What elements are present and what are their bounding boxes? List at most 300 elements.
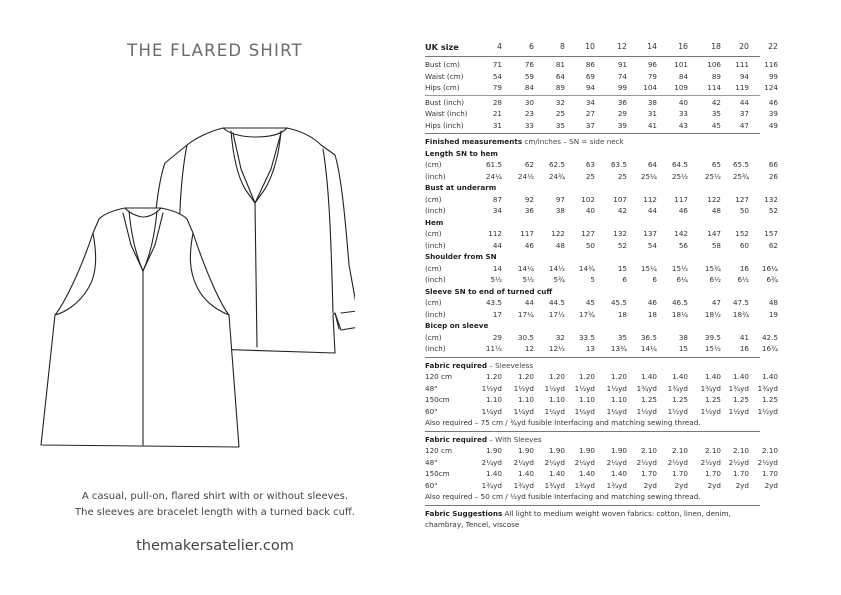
row-label: 150cm	[425, 469, 450, 478]
row-label	[425, 434, 542, 446]
table-cell: 1.10	[578, 395, 595, 404]
table-cell: 5½	[522, 275, 534, 284]
table-cell: 25	[617, 171, 627, 181]
table-cell: 64	[555, 71, 565, 81]
table-cell: 14	[492, 263, 502, 273]
table-cell: 38	[647, 97, 657, 107]
table-cell: 106	[707, 60, 721, 69]
table-cell: 65	[711, 160, 721, 169]
table-row	[425, 297, 778, 309]
table-cell: 2yd	[674, 480, 688, 490]
table-row	[425, 434, 760, 446]
table-cell: 34	[585, 97, 595, 107]
table-row	[425, 343, 778, 355]
table-cell: 14	[647, 42, 657, 51]
table-cell: 65.5	[732, 160, 749, 169]
table-cell: 1.90	[517, 446, 534, 455]
table-cell: 54	[492, 71, 502, 81]
table-cell: 6	[652, 275, 657, 284]
table-cell: 16¾	[761, 344, 778, 353]
table-cell: 66	[768, 160, 778, 169]
table-cell: 1.10	[548, 395, 565, 404]
table-cell: 17¼	[517, 309, 534, 319]
table-cell: 1.90	[548, 446, 565, 455]
table-cell: 1½yd	[728, 406, 749, 416]
table-cell: 1.40	[732, 372, 749, 381]
table-row	[425, 309, 778, 321]
table-row	[425, 108, 778, 120]
also-required-note: Also required – 50 cm / ½yd fusible Interfacing and matching sewing thread.	[425, 492, 701, 501]
table-cell: 87	[492, 194, 502, 204]
table-cell: 39	[617, 120, 627, 130]
table-cell: 1.20	[578, 372, 595, 381]
table-cell: 1¾yd	[636, 383, 657, 393]
table-cell: 2½yd	[700, 457, 721, 467]
table-cell: 5½	[490, 275, 502, 284]
table-cell: 1.10	[485, 395, 502, 404]
table-cell: 1¼yd	[574, 406, 595, 416]
table-cell: 1½yd	[700, 406, 721, 416]
table-cell: 48	[768, 298, 778, 307]
table-row	[425, 286, 760, 298]
table-cell: 62	[524, 160, 534, 169]
row-label	[425, 148, 498, 160]
table-cell: 92	[524, 194, 534, 204]
table-cell: 52	[617, 240, 627, 250]
table-cell: 84	[678, 71, 688, 81]
table-cell: 1.10	[517, 395, 534, 404]
table-cell: 18	[711, 42, 721, 51]
table-row	[425, 120, 778, 132]
table-cell: 16¼	[761, 263, 778, 273]
table-cell: 62	[768, 240, 778, 250]
table-cell: 33	[678, 109, 688, 118]
table-row	[425, 406, 778, 418]
table-row	[425, 171, 778, 183]
table-row	[425, 274, 778, 286]
table-cell: 16	[739, 344, 749, 353]
table-cell: 109	[674, 83, 688, 92]
table-cell: 6¼	[676, 275, 688, 284]
table-cell: 99	[617, 83, 627, 92]
table-cell: 26	[768, 171, 778, 181]
row-label: (inch)	[425, 206, 446, 215]
table-cell: 25¼	[640, 171, 657, 181]
table-cell: 1¼yd	[481, 406, 502, 416]
section-title: Finished measurements	[425, 137, 523, 146]
table-cell: 46	[678, 206, 688, 215]
table-cell: 1.40	[548, 469, 565, 478]
table-cell: 1½yd	[544, 383, 565, 393]
left-panel	[0, 0, 410, 595]
table-row	[425, 217, 760, 229]
table-cell: 16	[678, 42, 688, 51]
page-title: THE FLARED SHIRT	[127, 41, 303, 60]
table-cell: 8	[560, 42, 565, 51]
table-cell: 152	[735, 229, 749, 238]
table-cell: 96	[647, 60, 657, 69]
table-cell: 10	[585, 42, 595, 51]
table-cell: 16	[739, 263, 749, 273]
table-cell: 2½yd	[757, 457, 778, 467]
table-cell: 14¼	[640, 344, 657, 353]
table-cell: 2yd	[764, 480, 778, 490]
table-cell: 47	[739, 120, 749, 130]
table-row	[425, 240, 778, 252]
table-cell: 46	[768, 97, 778, 107]
table-cell: 62.5	[548, 160, 565, 169]
divider	[425, 431, 760, 432]
table-cell: 81	[555, 60, 565, 69]
table-cell: 1½yd	[513, 383, 534, 393]
table-cell: 25½	[704, 171, 721, 181]
table-cell: 32	[555, 332, 565, 342]
row-label	[425, 217, 443, 229]
table-cell: 11½	[485, 344, 502, 353]
table-row	[425, 468, 778, 480]
table-cell: 39	[768, 109, 778, 118]
table-cell: 1.25	[732, 395, 749, 404]
table-cell: 42.5	[761, 332, 778, 342]
table-row	[425, 360, 760, 372]
divider	[425, 505, 760, 506]
table-cell: 1.90	[485, 446, 502, 455]
table-cell: 102	[581, 194, 595, 204]
table-cell: 1¾yd	[481, 480, 502, 490]
table-cell: 41	[647, 120, 657, 130]
table-cell: 76	[524, 60, 534, 69]
table-cell: 111	[735, 60, 749, 69]
table-cell: 91	[617, 60, 627, 69]
row-label: 60"	[425, 406, 438, 416]
table-cell: 94	[585, 83, 595, 92]
table-row	[425, 371, 778, 383]
table-cell: 15¾	[704, 263, 721, 273]
row-label: (cm)	[425, 332, 442, 342]
table-cell: 6¾	[766, 275, 778, 284]
table-cell: 124	[764, 83, 778, 92]
table-cell: 22	[768, 42, 778, 51]
table-cell: 2.10	[761, 446, 778, 455]
table-cell: 37	[585, 120, 595, 130]
measurement-title: Hem	[425, 217, 444, 227]
table-cell: 47	[711, 298, 721, 307]
section-note: cm/inches – SN = side neck	[522, 137, 624, 146]
row-label: Waist (inch)	[425, 109, 468, 118]
table-cell: 15	[678, 344, 688, 353]
table-cell: 79	[647, 71, 657, 81]
table-row	[425, 228, 778, 240]
table-cell: 89	[711, 71, 721, 81]
table-cell: 1½yd	[757, 406, 778, 416]
table-cell: 94	[739, 71, 749, 81]
table-cell: 50	[739, 206, 749, 215]
website: themakersatelier.com	[136, 538, 294, 554]
table-cell: 2½yd	[728, 457, 749, 467]
row-label: (inch)	[425, 344, 446, 353]
table-cell: 1¾yd	[700, 383, 721, 393]
table-cell: 45.5	[610, 298, 627, 307]
row-label: Waist (cm)	[425, 71, 464, 81]
table-cell: 2¼yd	[606, 457, 627, 467]
table-cell: 46.5	[671, 298, 688, 307]
table-cell: 2¼yd	[513, 457, 534, 467]
table-cell: 1.40	[671, 372, 688, 381]
table-cell: 1¾yd	[544, 480, 565, 490]
table-cell: 58	[711, 240, 721, 250]
measurement-title: Sleeve SN to end of turned cuff	[425, 286, 553, 296]
table-cell: 1.40	[704, 372, 721, 381]
row-label	[425, 251, 497, 263]
row-label: (cm)	[425, 298, 442, 307]
table-cell: 6	[529, 42, 534, 51]
table-cell: 33	[524, 120, 534, 130]
table-cell: 99	[768, 71, 778, 81]
row-label: (inch)	[425, 240, 446, 250]
row-label: (inch)	[425, 309, 446, 319]
row-label: (cm)	[425, 194, 442, 204]
measurement-title: Bust at underarm	[425, 183, 497, 192]
table-cell: 27	[585, 109, 595, 118]
table-cell: 71	[492, 60, 502, 69]
table-cell: 142	[674, 229, 688, 238]
table-cell: 63	[585, 160, 595, 169]
row-label: Bust (cm)	[425, 60, 460, 69]
table-cell: 43.5	[485, 298, 502, 307]
table-row	[425, 82, 778, 94]
table-cell: 25¾	[732, 171, 749, 181]
table-row	[425, 97, 778, 109]
table-cell: 24½	[517, 171, 534, 181]
table-row	[425, 394, 778, 406]
table-cell: 117	[674, 194, 688, 204]
table-cell: 17¾	[578, 309, 595, 319]
table-cell: 32	[555, 97, 565, 107]
table-cell: 114	[707, 83, 721, 92]
row-label: Bust (inch)	[425, 97, 465, 107]
table-cell: 1¾yd	[667, 383, 688, 393]
table-cell: 30.5	[517, 332, 534, 342]
table-cell: 40	[585, 206, 595, 215]
table-cell: 147	[707, 229, 721, 238]
table-cell: 18¼	[671, 309, 688, 319]
table-row	[425, 136, 760, 148]
row-label: Hips (cm)	[425, 83, 460, 92]
table-cell: 1.20	[485, 372, 502, 381]
table-cell: 45	[711, 120, 721, 130]
table-cell: 36	[524, 206, 534, 215]
row-label: (cm)	[425, 160, 442, 169]
table-row	[425, 480, 778, 492]
table-cell: 52	[768, 206, 778, 215]
row-label: 48"	[425, 457, 438, 467]
row-label: 150cm	[425, 395, 450, 404]
measurement-title: Length SN to hem	[425, 148, 498, 158]
table-cell: 46	[524, 240, 534, 250]
table-cell: 12	[617, 42, 627, 51]
table-cell: 1.40	[517, 469, 534, 478]
table-cell: 25	[555, 109, 565, 118]
table-cell: 2.10	[640, 446, 657, 455]
row-label	[425, 286, 552, 298]
row-label: (inch)	[425, 275, 446, 284]
table-cell: 2½yd	[636, 457, 657, 467]
table-cell: 79	[492, 83, 502, 92]
table-row	[425, 159, 778, 171]
table-row	[425, 383, 778, 395]
table-cell: 1¾yd	[728, 383, 749, 393]
table-row	[425, 194, 778, 206]
table-cell: 44.5	[548, 298, 565, 307]
row-label	[425, 136, 624, 148]
table-cell: 48	[711, 206, 721, 215]
row-label	[425, 360, 533, 372]
table-cell: 37	[739, 109, 749, 118]
table-cell: 2yd	[643, 480, 657, 490]
table-cell: 19	[768, 309, 778, 319]
table-cell: 48	[555, 240, 565, 250]
shirt-illustration	[35, 115, 355, 475]
table-cell: 1.40	[578, 469, 595, 478]
table-cell: 36.5	[640, 332, 657, 342]
table-cell: 1.25	[704, 395, 721, 404]
table-cell: 69	[585, 71, 595, 81]
row-label	[425, 320, 488, 332]
row-label: (cm)	[425, 229, 442, 238]
suggestions-label: Fabric Suggestions	[425, 508, 503, 518]
table-cell: 49	[768, 120, 778, 130]
table-cell: 97	[555, 194, 565, 204]
row-label: (inch)	[425, 171, 446, 181]
table-row	[425, 205, 778, 217]
table-cell: 24¼	[485, 171, 502, 181]
table-cell: 1.70	[704, 469, 721, 478]
table-cell: 1.10	[610, 395, 627, 404]
table-cell: 2.10	[704, 446, 721, 455]
section-note: – With Sleeves	[486, 434, 542, 444]
table-row	[425, 182, 760, 194]
table-cell: 44	[647, 206, 657, 215]
table-cell: 28	[492, 97, 502, 107]
table-row	[425, 251, 760, 263]
table-cell: 2½yd	[667, 457, 688, 467]
table-cell: 132	[613, 229, 627, 238]
table-cell: 13¾	[610, 344, 627, 353]
table-cell: 86	[585, 60, 595, 69]
table-cell: 25½	[671, 171, 688, 181]
table-cell: 30	[524, 97, 534, 107]
table-cell: 14¼	[517, 263, 534, 273]
table-cell: 1.70	[640, 469, 657, 478]
table-cell: 36	[617, 97, 627, 107]
row-label: UK size	[425, 42, 459, 52]
table-cell: 1.25	[640, 395, 657, 404]
measurement-title: Shoulder from SN	[425, 252, 497, 261]
table-row	[425, 457, 778, 469]
table-cell: 1½yd	[636, 406, 657, 416]
table-cell: 20	[739, 42, 749, 51]
table-cell: 122	[707, 194, 721, 204]
table-cell: 15¼	[640, 263, 657, 273]
size-chart	[425, 40, 778, 530]
table-cell: 44	[492, 240, 502, 250]
table-cell: 17	[492, 309, 502, 319]
row-label: 120 cm	[425, 372, 452, 381]
table-cell: 1.20	[517, 372, 534, 381]
description-line: A casual, pull-on, flared shirt with or without sleeves.	[81, 491, 349, 502]
table-cell: 21	[492, 109, 502, 118]
divider	[425, 56, 760, 57]
table-cell: 44	[524, 298, 534, 307]
table-cell: 14½	[548, 263, 565, 273]
table-cell: 43	[678, 120, 688, 130]
table-cell: 35	[555, 120, 565, 130]
table-cell: 1¾yd	[606, 480, 627, 490]
table-cell: 14¾	[578, 263, 595, 273]
measurement-title: Bicep on sleeve	[425, 321, 489, 330]
table-row	[425, 148, 760, 160]
table-cell: 64	[647, 160, 657, 169]
table-cell: 31	[492, 120, 502, 130]
table-cell: 2.10	[732, 446, 749, 455]
table-cell: 18	[617, 309, 627, 319]
table-cell: 6½	[737, 275, 749, 284]
table-cell: 112	[643, 194, 657, 204]
table-cell: 29	[617, 109, 627, 118]
table-row	[425, 332, 778, 344]
table-cell: 47.5	[732, 298, 749, 307]
table-cell: 137	[643, 229, 657, 238]
table-cell: 1½yd	[481, 383, 502, 393]
table-cell: 1.90	[578, 446, 595, 455]
table-cell: 112	[488, 229, 502, 238]
table-cell: 1¾yd	[757, 383, 778, 393]
table-cell: 89	[555, 83, 565, 92]
table-cell: 38	[678, 332, 688, 342]
table-cell: 64.5	[671, 160, 688, 169]
table-row	[425, 445, 778, 457]
table-cell: 12½	[548, 344, 565, 353]
section-title: Fabric required	[425, 434, 487, 444]
table-cell: 42	[617, 206, 627, 215]
row-label	[425, 182, 496, 194]
table-cell: 50	[585, 240, 595, 250]
table-cell: 35	[711, 109, 721, 118]
table-cell: 35	[617, 332, 627, 342]
table-row	[425, 263, 778, 275]
table-cell: 13	[585, 344, 595, 353]
description-line: The sleeves are bracelet length with a turned back cuff.	[75, 506, 355, 518]
table-cell: 5	[590, 275, 595, 284]
table-cell: 54	[647, 240, 657, 250]
table-cell: 38	[555, 206, 565, 215]
table-cell: 117	[520, 229, 534, 238]
section-title: Fabric required	[425, 360, 487, 370]
table-cell: 1¾yd	[574, 480, 595, 490]
table-cell: 119	[735, 83, 749, 92]
table-cell: 107	[613, 194, 627, 204]
table-row	[425, 40, 778, 54]
table-cell: 15½	[671, 263, 688, 273]
table-cell: 2yd	[707, 480, 721, 490]
table-cell: 1.90	[610, 446, 627, 455]
section-note: – Sleeveless	[486, 360, 534, 370]
table-cell: 127	[735, 194, 749, 204]
table-cell: 2yd	[735, 480, 749, 490]
table-cell: 116	[764, 60, 778, 69]
table-cell: 1.20	[610, 372, 627, 381]
table-cell: 23	[524, 109, 534, 118]
